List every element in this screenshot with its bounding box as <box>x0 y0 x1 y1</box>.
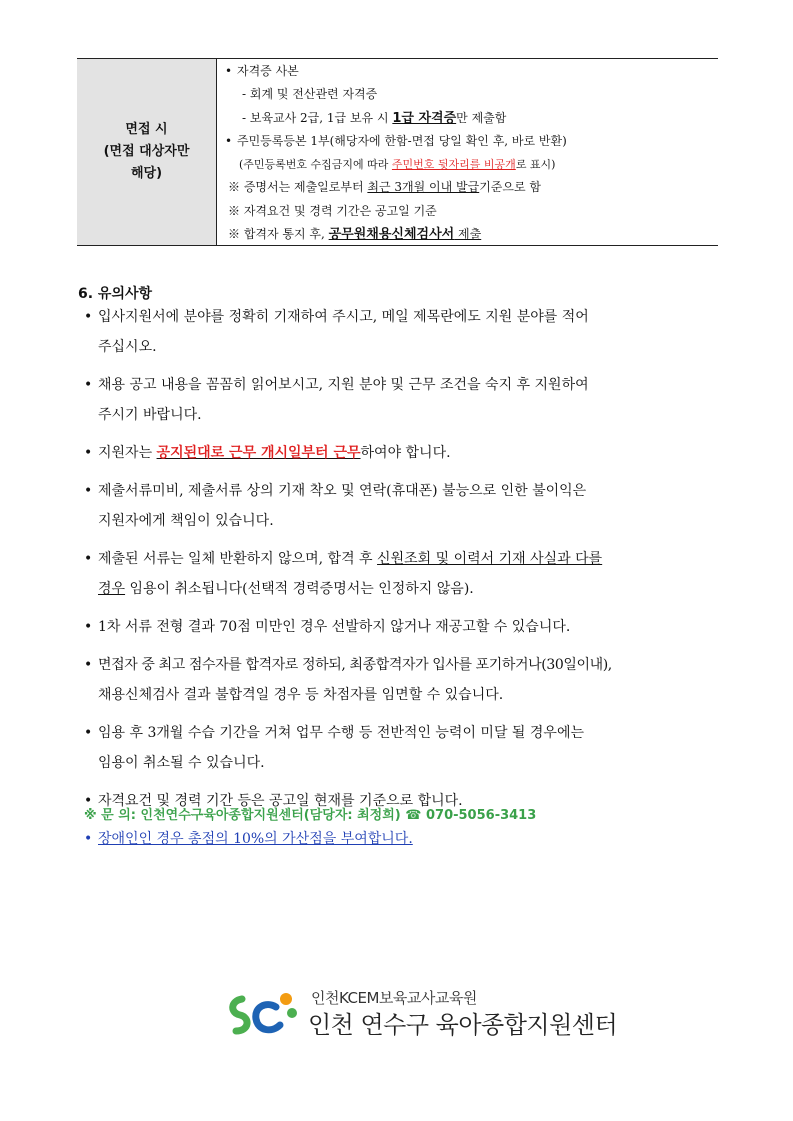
list-item <box>84 370 734 430</box>
table-content-cell <box>217 59 718 245</box>
privacy-note-emphasis: 주민번호 뒷자리를 비공개 <box>391 158 516 172</box>
note-line: 제출서류미비, 제출서류 상의 기재 착오 및 연락(휴대폰) 불능으로 인한 불이익은 <box>98 483 587 499</box>
disability-bonus-text: 장애인인 경우 총점의 10%의 가산점을 부여합니다. <box>98 831 413 847</box>
table-label-cell <box>77 59 217 245</box>
bullet-icon: • <box>84 309 93 325</box>
center-logo <box>228 987 618 1039</box>
table-line <box>225 83 718 106</box>
list-item <box>84 612 734 642</box>
center-logo-mark-icon <box>228 987 300 1037</box>
table-line <box>225 176 718 199</box>
note-text: 하여야 합니다. <box>360 445 451 461</box>
interview-documents-table <box>77 58 718 246</box>
privacy-note-tail: 로 표시) <box>515 158 556 172</box>
table-line <box>225 60 718 83</box>
note-line: 1차 서류 전형 결과 70점 미만인 경우 선발하지 않거나 재공고할 수 있습니다. <box>98 619 571 635</box>
bullet-icon: • <box>225 64 233 78</box>
health-check-tail: 제출 <box>454 227 482 242</box>
cert-validity-tail: 기준으로 함 <box>479 180 541 195</box>
table-line <box>225 200 718 223</box>
note-line <box>98 574 734 604</box>
level1-cert-emphasis: 1급 자격증 <box>392 110 457 126</box>
accounting-cert-text: - 회계 및 전산관련 자격증 <box>242 87 378 102</box>
note-line: 주시기 바랍니다. <box>98 407 202 423</box>
table-line <box>225 107 718 130</box>
cert-validity-emphasis: 최근 3개월 이내 발급 <box>367 180 480 195</box>
privacy-note-text: (주민등록번호 수집금지에 따라 <box>239 158 392 172</box>
cert-validity-text: ※ 증명서는 제출일로부터 <box>228 180 368 195</box>
note-line: 자격요건 및 경력 기간 등은 공고일 현재를 기준으로 합니다. <box>98 793 463 809</box>
bullet-icon: • <box>84 619 93 635</box>
bullet-icon: • <box>84 793 93 809</box>
bullet-icon: • <box>84 377 93 393</box>
health-check-emphasis: 공무원채용신체검사서 <box>328 227 455 243</box>
qualification-basis-text: ※ 자격요건 및 경력 기간은 공고일 기준 <box>228 203 437 218</box>
list-item <box>84 302 734 362</box>
table-line <box>225 223 718 246</box>
table-label-line2: (면접 대상자만 <box>103 144 190 159</box>
resident-registration-text: 주민등록등본 1부(해당자에 한함-면접 당일 확인 후, 바로 반환) <box>237 133 567 148</box>
teacher-cert-text: - 보육교사 2급, 1급 보유 시 <box>242 110 393 125</box>
note-line: 면접자 중 최고 점수자를 합격자로 정하되, 최종합격자가 입사를 포기하거나(30일이내), <box>98 657 612 673</box>
note-line: 지원자에게 책임이 있습니다. <box>98 513 274 529</box>
certificate-copy-text: 자격증 사본 <box>237 64 299 78</box>
note-text: 임용이 취소됩니다(선택적 경력증명서는 인정하지 않음). <box>125 581 474 597</box>
note-line: 채용신체검사 결과 불합격일 경우 등 차점자를 임면할 수 있습니다. <box>98 687 504 703</box>
section-title: 6. 유의사항 <box>78 286 153 302</box>
note-text: 제출된 서류는 일체 반환하지 않으며, 합격 후 <box>98 551 378 567</box>
background-check-emphasis: 경우 <box>98 581 126 597</box>
health-check-text: ※ 합격자 통지 후, <box>228 227 329 242</box>
bullet-icon: • <box>84 831 93 847</box>
note-text: 지원자는 <box>98 445 157 461</box>
table-line <box>225 130 718 153</box>
list-item <box>84 476 734 536</box>
list-item <box>84 438 734 468</box>
note-line: 임용 후 3개월 수습 기간을 거쳐 업무 수행 등 전반적인 능력이 미달 될 경우에는 <box>98 725 585 741</box>
work-start-emphasis: 공지된대로 근무 개시일부터 근무 <box>156 445 361 461</box>
notes-list <box>84 302 734 862</box>
note-line: 채용 공고 내용을 꼼꼼히 읽어보시고, 지원 분야 및 근무 조건을 숙지 후 지원하여 <box>98 377 589 393</box>
table-label-line1: 면접 시 <box>125 122 168 137</box>
list-item <box>84 650 734 710</box>
bullet-icon: • <box>225 133 233 148</box>
note-line: 임용이 취소될 수 있습니다. <box>98 755 265 771</box>
logo-title: 인천 연수구 육아종합지원센터 <box>308 1011 618 1039</box>
teacher-cert-tail: 만 제출함 <box>456 110 507 125</box>
note-line: 주십시오. <box>98 339 157 355</box>
logo-subtitle: 인천KCEM보육교사교육원 <box>311 989 477 1007</box>
note-line <box>98 438 734 468</box>
note-line: 입사지원서에 분야를 정확히 기재하여 주시고, 메일 제목란에도 지원 분야를 적어 <box>98 309 589 325</box>
list-item <box>84 544 734 604</box>
list-item <box>84 718 734 778</box>
contact-info: ※ 문 의: 인천연수구육아종합지원센터(담당자: 최정희) ☎ 070-5056-3413 <box>84 808 537 823</box>
bullet-icon: • <box>84 483 93 499</box>
note-line <box>98 544 734 574</box>
background-check-emphasis: 신원조회 및 이력서 기재 사실과 다를 <box>377 551 603 567</box>
bullet-icon: • <box>84 445 93 461</box>
bullet-icon: • <box>84 657 93 673</box>
table-label-line3: 해당) <box>130 166 163 181</box>
bullet-icon: • <box>84 551 93 567</box>
table-line <box>225 153 718 176</box>
bullet-icon: • <box>84 725 93 741</box>
